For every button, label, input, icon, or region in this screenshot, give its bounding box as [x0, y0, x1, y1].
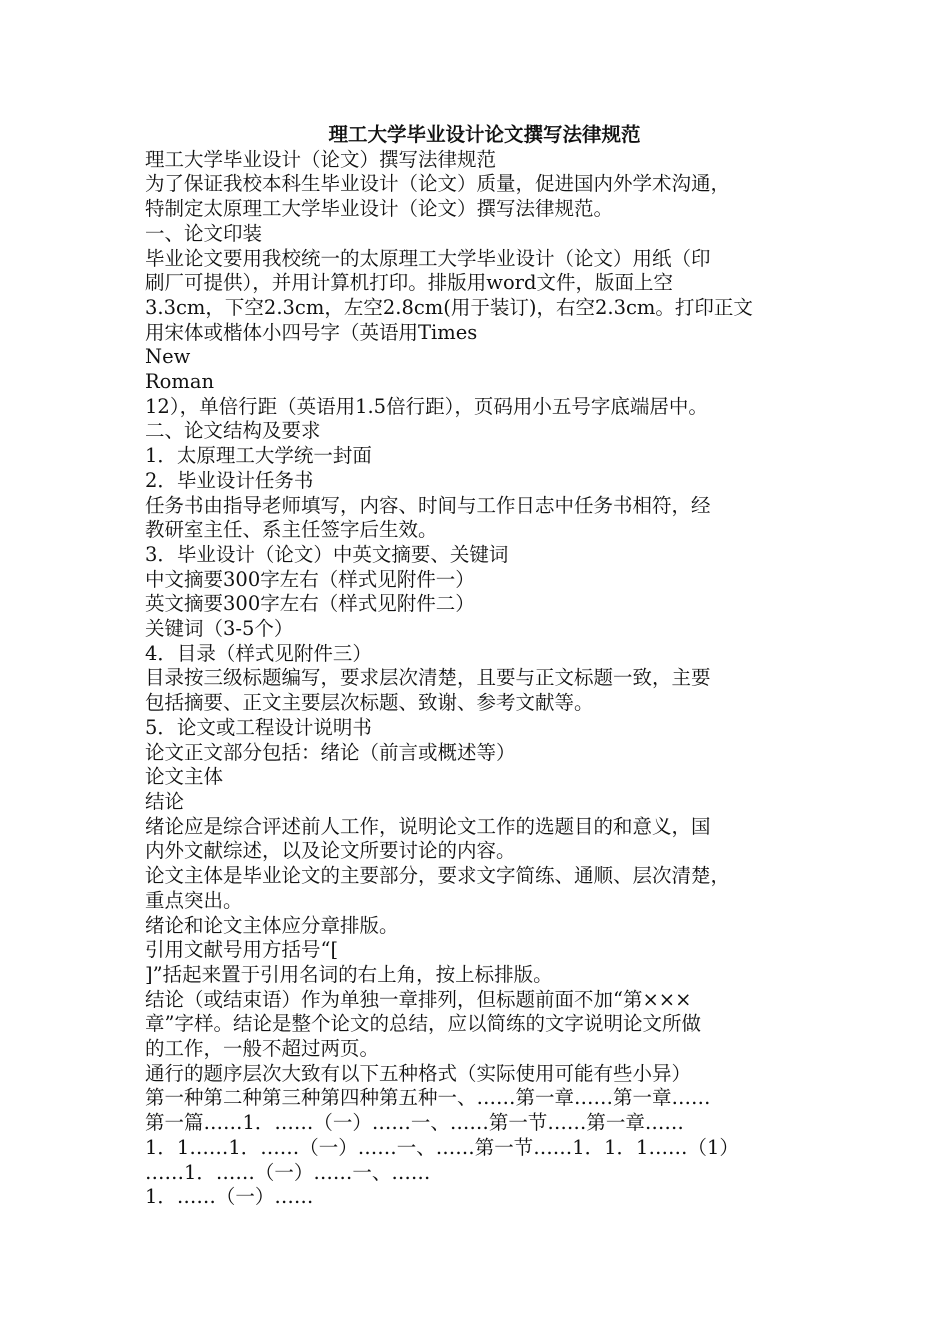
paragraph [145, 247, 810, 346]
text-line: 4．目录（样式见附件三） [145, 641, 372, 665]
text-line: 结论（或结束语）作为单独一章排列，但标题前面不加“第××× [145, 987, 692, 1011]
text-line: Roman [145, 370, 215, 394]
text-line: 1．1……1．……（一）……一、……第一节……1．1．1……（1） [145, 1135, 739, 1159]
text-line: ]”括起来置于引用名词的右上角，按上标排版。 [145, 962, 553, 986]
text-line: 章”字样。结论是整个论文的总结，应以简练的文字说明论文所做 [145, 1012, 701, 1036]
paragraph [145, 370, 810, 395]
paragraph [145, 1062, 810, 1087]
paragraph [145, 222, 810, 247]
paragraph [145, 988, 810, 1062]
text-line: 理工大学毕业设计（论文）撰写法律规范 [145, 147, 497, 171]
text-line: 关键词（3-5个） [145, 617, 294, 641]
paragraph [145, 1086, 810, 1185]
text-line: 1．太原理工大学统一封面 [145, 444, 372, 468]
text-line: 用宋体或楷体小四号字（英语用Times [145, 320, 478, 344]
paragraph [145, 790, 810, 815]
document-body [145, 123, 810, 1210]
text-line: 绪论和论文主体应分章排版。 [145, 913, 399, 937]
paragraph [145, 666, 810, 715]
paragraph [145, 815, 810, 864]
paragraph [145, 469, 810, 494]
text-line: 论文正文部分包括：绪论（前言或概述等） [145, 740, 516, 764]
text-line: 包括摘要、正文主要层次标题、致谢、参考文献等。 [145, 691, 594, 715]
text-line: ……1．……（一）……一、…… [145, 1160, 431, 1184]
paragraph [145, 172, 810, 221]
paragraph [145, 642, 810, 667]
paragraph [145, 395, 810, 420]
paragraph [145, 716, 810, 741]
text-line: 毕业论文要用我校统一的太原理工大学毕业设计（论文）用纸（印 [145, 246, 711, 270]
text-line: 5．论文或工程设计说明书 [145, 715, 372, 739]
document-title: 理工大学毕业设计论文撰写法律规范 [328, 123, 641, 146]
paragraph [145, 765, 810, 790]
text-line: 1．……（一）…… [145, 1185, 314, 1209]
text-line: 3.3cm，下空2.3cm，左空2.8cm(用于装订)，右空2.3cm。打印正文 [145, 295, 753, 319]
paragraph [145, 345, 810, 370]
paragraph [145, 419, 810, 444]
paragraph [145, 914, 810, 939]
paragraph [145, 494, 810, 543]
paragraph-list [145, 148, 810, 1210]
text-line: 目录按三级标题编写，要求层次清楚，且要与正文标题一致，主要 [145, 666, 711, 690]
text-line: 任务书由指导老师填写，内容、时间与工作日志中任务书相符，经 [145, 493, 711, 517]
text-line: 刷厂可提供），并用计算机打印。排版用word文件，版面上空 [145, 271, 673, 295]
text-line: 教研室主任、系主任签字后生效。 [145, 518, 438, 542]
text-line: 重点突出。 [145, 888, 243, 912]
text-line: 为了保证我校本科生毕业设计（论文）质量，促进国内外学术沟通， [145, 172, 731, 196]
paragraph [145, 568, 810, 593]
text-line: 论文主体是毕业论文的主要部分，要求文字简练、通顺、层次清楚， [145, 864, 731, 888]
text-line: 论文主体 [145, 765, 224, 789]
text-line: 内外文献综述，以及论文所要讨论的内容。 [145, 839, 516, 863]
text-line: 一、论文印装 [145, 221, 263, 245]
text-line: 2．毕业设计任务书 [145, 468, 314, 492]
paragraph [145, 148, 810, 173]
paragraph [145, 1185, 810, 1210]
text-line: 引用文献号用方括号“[ [145, 938, 339, 962]
paragraph [145, 444, 810, 469]
text-line: New [145, 345, 191, 369]
text-line: 特制定太原理工大学毕业设计（论文）撰写法律规范。 [145, 197, 614, 221]
text-line: 第一篇……1．……（一）……一、……第一节……第一章…… [145, 1111, 684, 1135]
paragraph [145, 741, 810, 766]
text-line: 通行的题序层次大致有以下五种格式（实际使用可能有些小异） [145, 1061, 692, 1085]
paragraph [145, 963, 810, 988]
paragraph [145, 864, 810, 913]
paragraph [145, 938, 810, 963]
paragraph [145, 617, 810, 642]
text-line: 的工作，一般不超过两页。 [145, 1037, 380, 1061]
text-line: 英文摘要300字左右（样式见附件二） [145, 592, 475, 616]
text-line: 中文摘要300字左右（样式见附件一） [145, 567, 475, 591]
text-line: 二、论文结构及要求 [145, 419, 321, 443]
paragraph [145, 543, 810, 568]
text-line: 绪论应是综合评述前人工作，说明论文工作的选题目的和意义，国 [145, 814, 711, 838]
text-line: 3．毕业设计（论文）中英文摘要、关键词 [145, 542, 509, 566]
paragraph [145, 592, 810, 617]
text-line: 第一种第二种第三种第四种第五种一、……第一章……第一章…… [145, 1086, 711, 1110]
text-line: 结论 [145, 789, 185, 813]
text-line: 12），单倍行距（英语用1.5倍行距），页码用小五号字底端居中。 [145, 394, 708, 418]
